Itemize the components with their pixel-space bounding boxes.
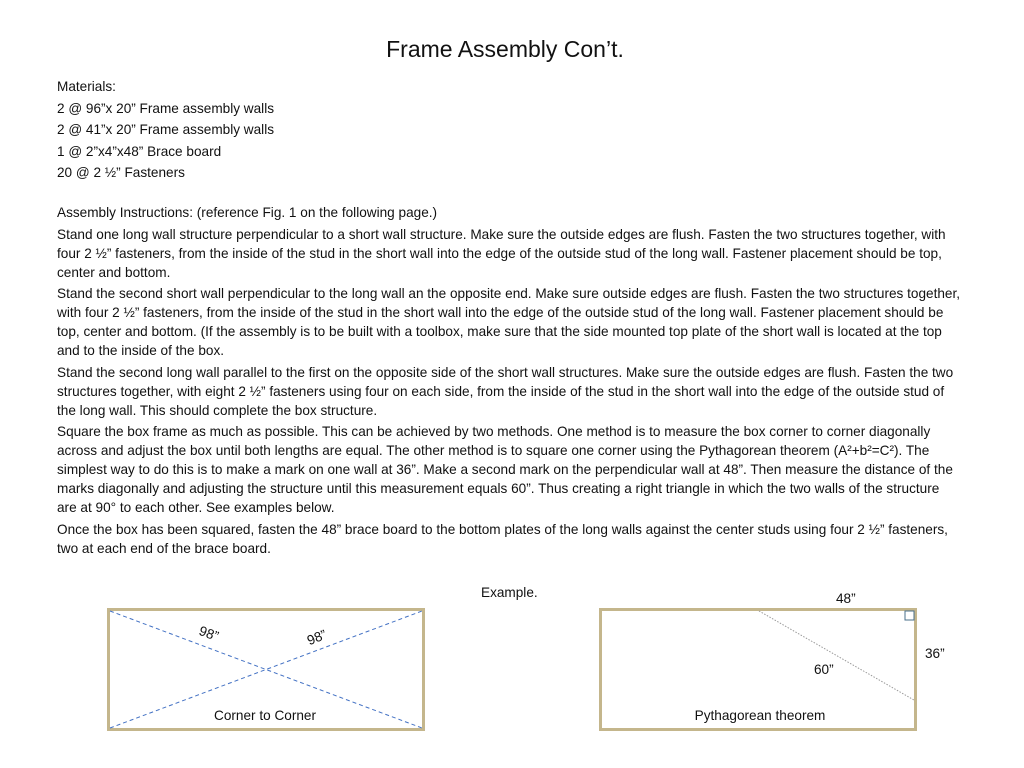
pythagorean-caption: Pythagorean theorem bbox=[694, 708, 826, 723]
spacer bbox=[57, 185, 962, 203]
instruction-paragraph: Stand the second long wall parallel to the first on the opposite side of the short wall structures. Make sure the outside edges are flush. Fasten the two structures together, with eight 2 ½” fasteners using four on each side, from the inside of the stud in the short wall into the edge of the outside stud of the long wall. This should complete the box structure. bbox=[57, 364, 954, 418]
instruction-paragraph: Square the box frame as much as possible. This can be achieved by two methods. One method is to measure the box corner to corner diagonally across and adjust the box until both lengths are equal. The other method is to square one corner using the Pythagorean theorem (A²+b²=C²). The simplest way to do this is to make a mark on one wall at 36”. Make a second mark on the perpendicular wall at 48”. Then measure the distance of the marks diagonally and adjusting the structure until this measurement equals 60”. Thus creating a right triangle in which the two walls of the structure are at 90° to each other. See examples below. bbox=[57, 424, 953, 516]
diagonal-label: 98” bbox=[304, 626, 329, 649]
instruction-paragraph: Stand the second short wall perpendicular to the long wall an the opposite end. Make sure outside edges are flush. Fasten the two structures together, with four 2 ½” fasteners, from the inside of the stud in the short wall into the edge of the outside stud of the long wall. Fastener placement should be top, center and bottom. (If the assembly is to be built with a toolbox, make sure that the side mounted top plate of the short wall is located at the top and to the inside of the box. bbox=[57, 286, 961, 359]
body-text bbox=[57, 77, 962, 561]
materials-item: 20 @ 2 ½” Fasteners bbox=[57, 165, 185, 181]
instructions-heading: Assembly Instructions: (reference Fig. 1 on the following page.) bbox=[57, 204, 438, 220]
example-label: Example. bbox=[481, 585, 538, 600]
instruction-paragraph: Stand one long wall structure perpendicular to a short wall structure. Make sure the outside edges are flush. Fasten the two structures together, with four 2 ½” fasteners, from the inside of the stud in the short wall into the edge of the outside stud of the long wall. Fastener placement should be top, center and bottom. bbox=[57, 226, 946, 280]
materials-item: 1 @ 2”x4”x48” Brace board bbox=[57, 143, 222, 159]
diagonal-label: 98” bbox=[197, 623, 221, 644]
instruction-paragraph: Once the box has been squared, fasten the 48” brace board to the bottom plates of the long walls against the center studs using four 2 ½” fasteners, two at each end of the brace board. bbox=[57, 521, 948, 556]
hypotenuse-label: 60” bbox=[814, 662, 834, 677]
top-length-label: 48” bbox=[836, 591, 856, 606]
materials-item: 2 @ 96”x 20” Frame assembly walls bbox=[57, 100, 275, 116]
right-angle-marker bbox=[905, 611, 914, 620]
page-title: Frame Assembly Con’t. bbox=[386, 36, 624, 62]
materials-heading: Materials: bbox=[57, 79, 116, 94]
side-length-label: 36” bbox=[925, 646, 945, 661]
materials-item: 2 @ 41”x 20” Frame assembly walls bbox=[57, 122, 275, 138]
hypotenuse-line bbox=[759, 611, 914, 700]
corner-to-corner-caption: Corner to Corner bbox=[214, 708, 316, 723]
